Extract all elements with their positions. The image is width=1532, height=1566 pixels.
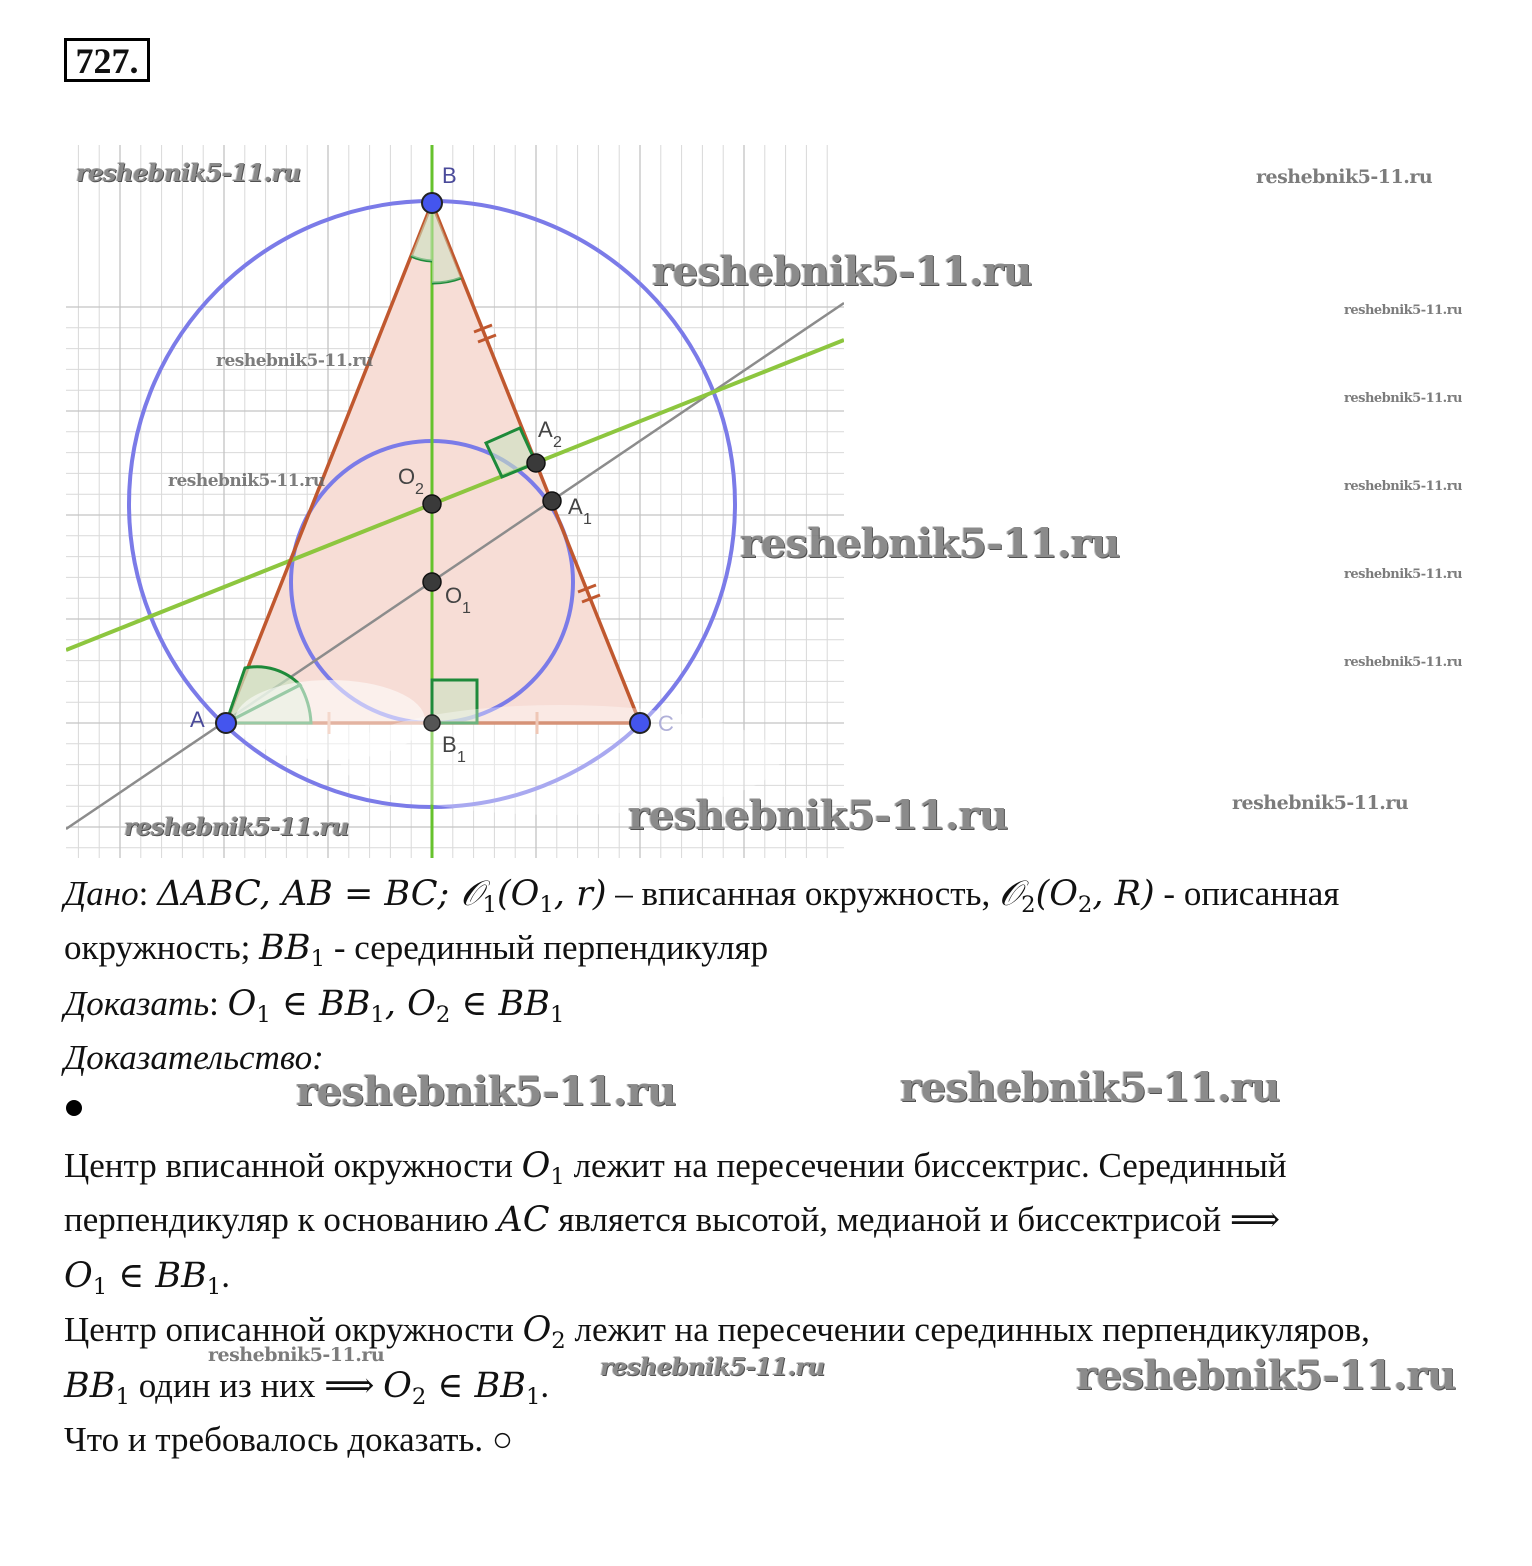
- proof-line-3: $O_1$ ∈ $BB_1$.: [64, 1256, 231, 1300]
- watermark: reshebnik5-11.ru: [216, 351, 373, 371]
- label-o2: O: [398, 464, 416, 489]
- watermark: reshebnik5-11.ru: [900, 1064, 1280, 1111]
- watermark: reshebnik5-11.ru: [1076, 1352, 1456, 1399]
- label-a2: A: [538, 417, 553, 442]
- label-b: B: [442, 163, 457, 188]
- point-a1: [543, 492, 561, 510]
- bullet-icon: [66, 1100, 82, 1116]
- point-b: [422, 193, 442, 213]
- watermark: reshebnik5-11.ru: [1344, 303, 1463, 318]
- watermark: reshebnik5-11.ru: [76, 158, 301, 187]
- proof-line-4: Центр описанной окружности $O_2$ лежит на пересечении серединных перпендикуляров,: [64, 1310, 1370, 1354]
- watermark: reshebnik5-11.ru: [1344, 655, 1463, 670]
- watermark: reshebnik5-11.ru: [600, 1352, 825, 1381]
- label-o1-sub: 1: [462, 600, 471, 617]
- problem-number: 727.: [64, 38, 150, 82]
- watermark: reshebnik5-11.ru: [124, 812, 349, 841]
- label-a2-sub: 2: [553, 434, 562, 451]
- point-a2: [527, 454, 545, 472]
- point-a: [216, 713, 236, 733]
- given-line-2: окружность; $BB_1$ - серединный перпендикуляр: [64, 928, 769, 972]
- label-a1: A: [568, 494, 583, 519]
- watermark: reshebnik5-11.ru: [208, 1344, 385, 1366]
- prove-line: Доказать: $O_1$ ∈ $BB_1$, $O_2$ ∈ $BB_1$: [64, 984, 565, 1028]
- watermark: reshebnik5-11.ru: [1344, 479, 1463, 494]
- watermark: reshebnik5-11.ru: [1256, 166, 1433, 188]
- watermark: reshebnik5-11.ru: [740, 520, 1120, 567]
- watermark: reshebnik5-11.ru: [296, 1068, 676, 1115]
- point-o1: [423, 573, 441, 591]
- label-c: C: [658, 711, 674, 736]
- watermark: reshebnik5-11.ru: [1344, 391, 1463, 406]
- label-a1-sub: 1: [583, 511, 592, 528]
- point-c: [630, 713, 650, 733]
- watermark: reshebnik5-11.ru: [1232, 792, 1409, 814]
- point-b1: [424, 715, 440, 731]
- watermark: reshebnik5-11.ru: [652, 248, 1032, 295]
- watermark: reshebnik5-11.ru: [1344, 567, 1463, 582]
- proof-line-2: перпендикуляр к основанию AC является высотой, медианой и биссектрисой ⟹: [64, 1200, 1281, 1240]
- label-a: A: [190, 707, 205, 732]
- given-line-1: Дано: ΔABC, AB = BC; $𝒪_1(O_1$, r) – вписанная окружность, $𝒪_2(O_2$, R) - описанная: [64, 874, 1340, 918]
- proof-label: Доказательство:: [64, 1038, 324, 1077]
- label-o2-sub: 2: [415, 481, 424, 498]
- label-o1: O: [445, 583, 463, 608]
- proof-line-1: Центр вписанной окружности $O_1$ лежит на пересечении биссектрис. Серединный: [64, 1146, 1287, 1190]
- watermark: reshebnik5-11.ru: [628, 792, 1008, 839]
- proof-line-5: $BB_1$ один из них ⟹ $O_2$ ∈ $BB_1$.: [64, 1366, 550, 1410]
- label-b1-sub: 1: [457, 749, 466, 766]
- point-o2: [423, 495, 441, 513]
- watermark: reshebnik5-11.ru: [168, 471, 325, 491]
- proof-line-6: Что и требовалось доказать. ○: [64, 1420, 514, 1459]
- label-b1: B: [442, 732, 457, 757]
